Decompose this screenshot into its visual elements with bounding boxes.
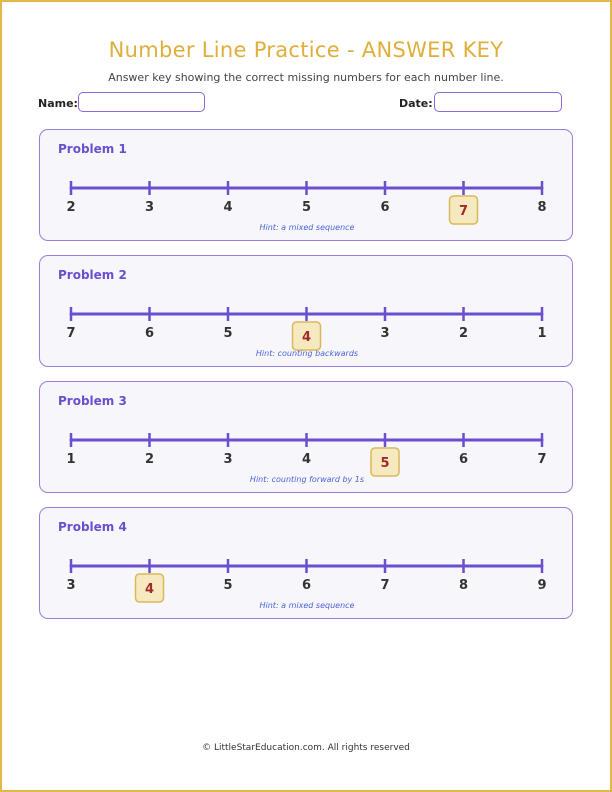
page-subtitle: Answer key showing the correct missing numbers for each number line. (108, 71, 504, 84)
problem-hint: Hint: a mixed sequence (259, 223, 355, 232)
tick-label: 6 (301, 578, 312, 593)
tick-label: 6 (144, 326, 155, 341)
problem-panel-4 (39, 507, 573, 619)
answer-number: 4 (301, 330, 312, 345)
problem-panel-1 (39, 129, 573, 241)
date-label: Date: (399, 97, 433, 110)
problem-title: Problem 4 (58, 520, 127, 534)
problem-panel-2 (39, 255, 573, 367)
problem-hint: Hint: counting backwards (255, 349, 359, 358)
tick-label: 3 (380, 326, 390, 341)
answer-number: 4 (144, 582, 155, 597)
tick-label: 7 (380, 578, 390, 593)
tick-label: 1 (66, 452, 76, 467)
tick-label: 3 (144, 200, 155, 215)
footer-copyright: © LittleStarEducation.com. All rights reserved (202, 743, 410, 753)
tick-label: 5 (223, 326, 233, 341)
tick-label: 4 (223, 200, 233, 215)
tick-label: 3 (66, 578, 76, 593)
tick-label: 6 (458, 452, 469, 467)
problem-hint: Hint: a mixed sequence (259, 601, 355, 610)
problem-hint: Hint: counting forward by 1s (249, 475, 365, 484)
tick-label: 5 (223, 578, 233, 593)
tick-label: 2 (66, 200, 76, 215)
tick-label: 7 (537, 452, 547, 467)
problem-title: Problem 2 (58, 268, 127, 282)
tick-label: 5 (301, 200, 312, 215)
tick-label: 6 (380, 200, 390, 215)
problem-title: Problem 1 (58, 142, 127, 156)
page-title: Number Line Practice - ANSWER KEY (108, 38, 504, 62)
problem-panel-3 (39, 381, 573, 493)
answer-number: 7 (458, 204, 469, 219)
tick-label: 9 (537, 578, 547, 593)
tick-label: 3 (223, 452, 233, 467)
tick-label: 8 (537, 200, 547, 215)
tick-label: 8 (458, 578, 469, 593)
date-field[interactable] (434, 92, 562, 112)
name-field[interactable] (78, 92, 205, 112)
tick-label: 2 (144, 452, 155, 467)
problem-title: Problem 3 (58, 394, 127, 408)
tick-label: 2 (458, 326, 469, 341)
answer-number: 5 (380, 456, 390, 471)
tick-label: 4 (301, 452, 312, 467)
tick-label: 7 (66, 326, 76, 341)
tick-label: 1 (537, 326, 547, 341)
name-label: Name: (38, 97, 78, 110)
